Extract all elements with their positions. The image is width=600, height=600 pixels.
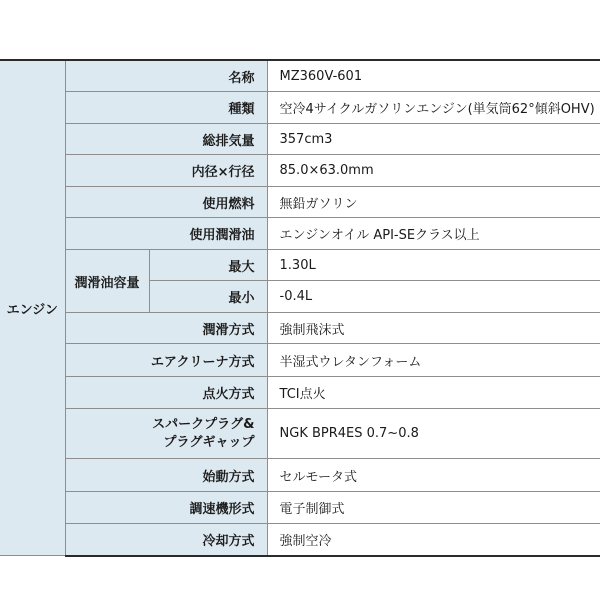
- spec-sublabel-min: 最小: [149, 281, 267, 313]
- spec-value-ignition: TCI点火: [267, 377, 600, 409]
- spec-value-spark-plug: NGK BPR4ES 0.7~0.8: [267, 409, 600, 459]
- spec-value-oil-min: -0.4L: [267, 281, 600, 313]
- table-row: [0, 155, 600, 187]
- spec-value-lubricant: エンジンオイル API-SEクラス以上: [267, 218, 600, 250]
- spec-label-lubrication: 潤滑方式: [65, 313, 267, 344]
- table-row: [0, 60, 600, 92]
- spec-value-air-cleaner: 半湿式ウレタンフォーム: [267, 344, 600, 377]
- spec-label-ignition: 点火方式: [65, 377, 267, 409]
- spec-label-type: 種類: [65, 92, 267, 124]
- spec-label-air-cleaner: エアクリーナ方式: [65, 344, 267, 377]
- spec-label-cooling: 冷却方式: [65, 524, 267, 556]
- spec-label-lubricant: 使用潤滑油: [65, 218, 267, 250]
- table-row: [0, 218, 600, 250]
- table-row: [0, 313, 600, 344]
- table-row: [0, 492, 600, 524]
- table-row: [0, 92, 600, 124]
- table-row: [0, 459, 600, 492]
- spec-value-lubrication: 強制飛沫式: [267, 313, 600, 344]
- table-row: [0, 409, 600, 459]
- spec-label-spark-plug-line1: スパークプラグ&: [152, 416, 255, 432]
- table-row: [0, 524, 600, 556]
- spec-label-bore-stroke: 内径×行径: [65, 155, 267, 187]
- spec-label-displacement: 総排気量: [65, 124, 267, 155]
- table-row: [0, 187, 600, 218]
- table-row: [0, 250, 600, 281]
- spec-value-type: 空冷4サイクルガソリンエンジン(単気筒62°傾斜OHV): [267, 92, 600, 124]
- spec-value-bore-stroke: 85.0×63.0mm: [267, 155, 600, 187]
- table-row: [0, 377, 600, 409]
- spec-label-spark-plug: [65, 409, 267, 459]
- spec-value-name: MZ360V-601: [267, 60, 600, 92]
- spec-sublabel-max: 最大: [149, 250, 267, 281]
- table-row: [0, 124, 600, 155]
- spec-label-starting: 始動方式: [65, 459, 267, 492]
- spec-label-oil-capacity: 潤滑油容量: [65, 250, 149, 313]
- spec-label-name: 名称: [65, 60, 267, 92]
- spec-label-spark-plug-line2: プラグギャップ: [163, 434, 255, 450]
- spec-value-oil-max: 1.30L: [267, 250, 600, 281]
- spec-label-governor: 調速機形式: [65, 492, 267, 524]
- spec-value-cooling: 強制空冷: [267, 524, 600, 556]
- engine-spec-table: [0, 59, 600, 557]
- spec-label-fuel: 使用燃料: [65, 187, 267, 218]
- category-label: エンジン: [0, 60, 65, 556]
- spec-value-fuel: 無鉛ガソリン: [267, 187, 600, 218]
- spec-value-displacement: 357cm3: [267, 124, 600, 155]
- spec-value-governor: 電子制御式: [267, 492, 600, 524]
- spec-value-starting: セルモータ式: [267, 459, 600, 492]
- table-row: [0, 344, 600, 377]
